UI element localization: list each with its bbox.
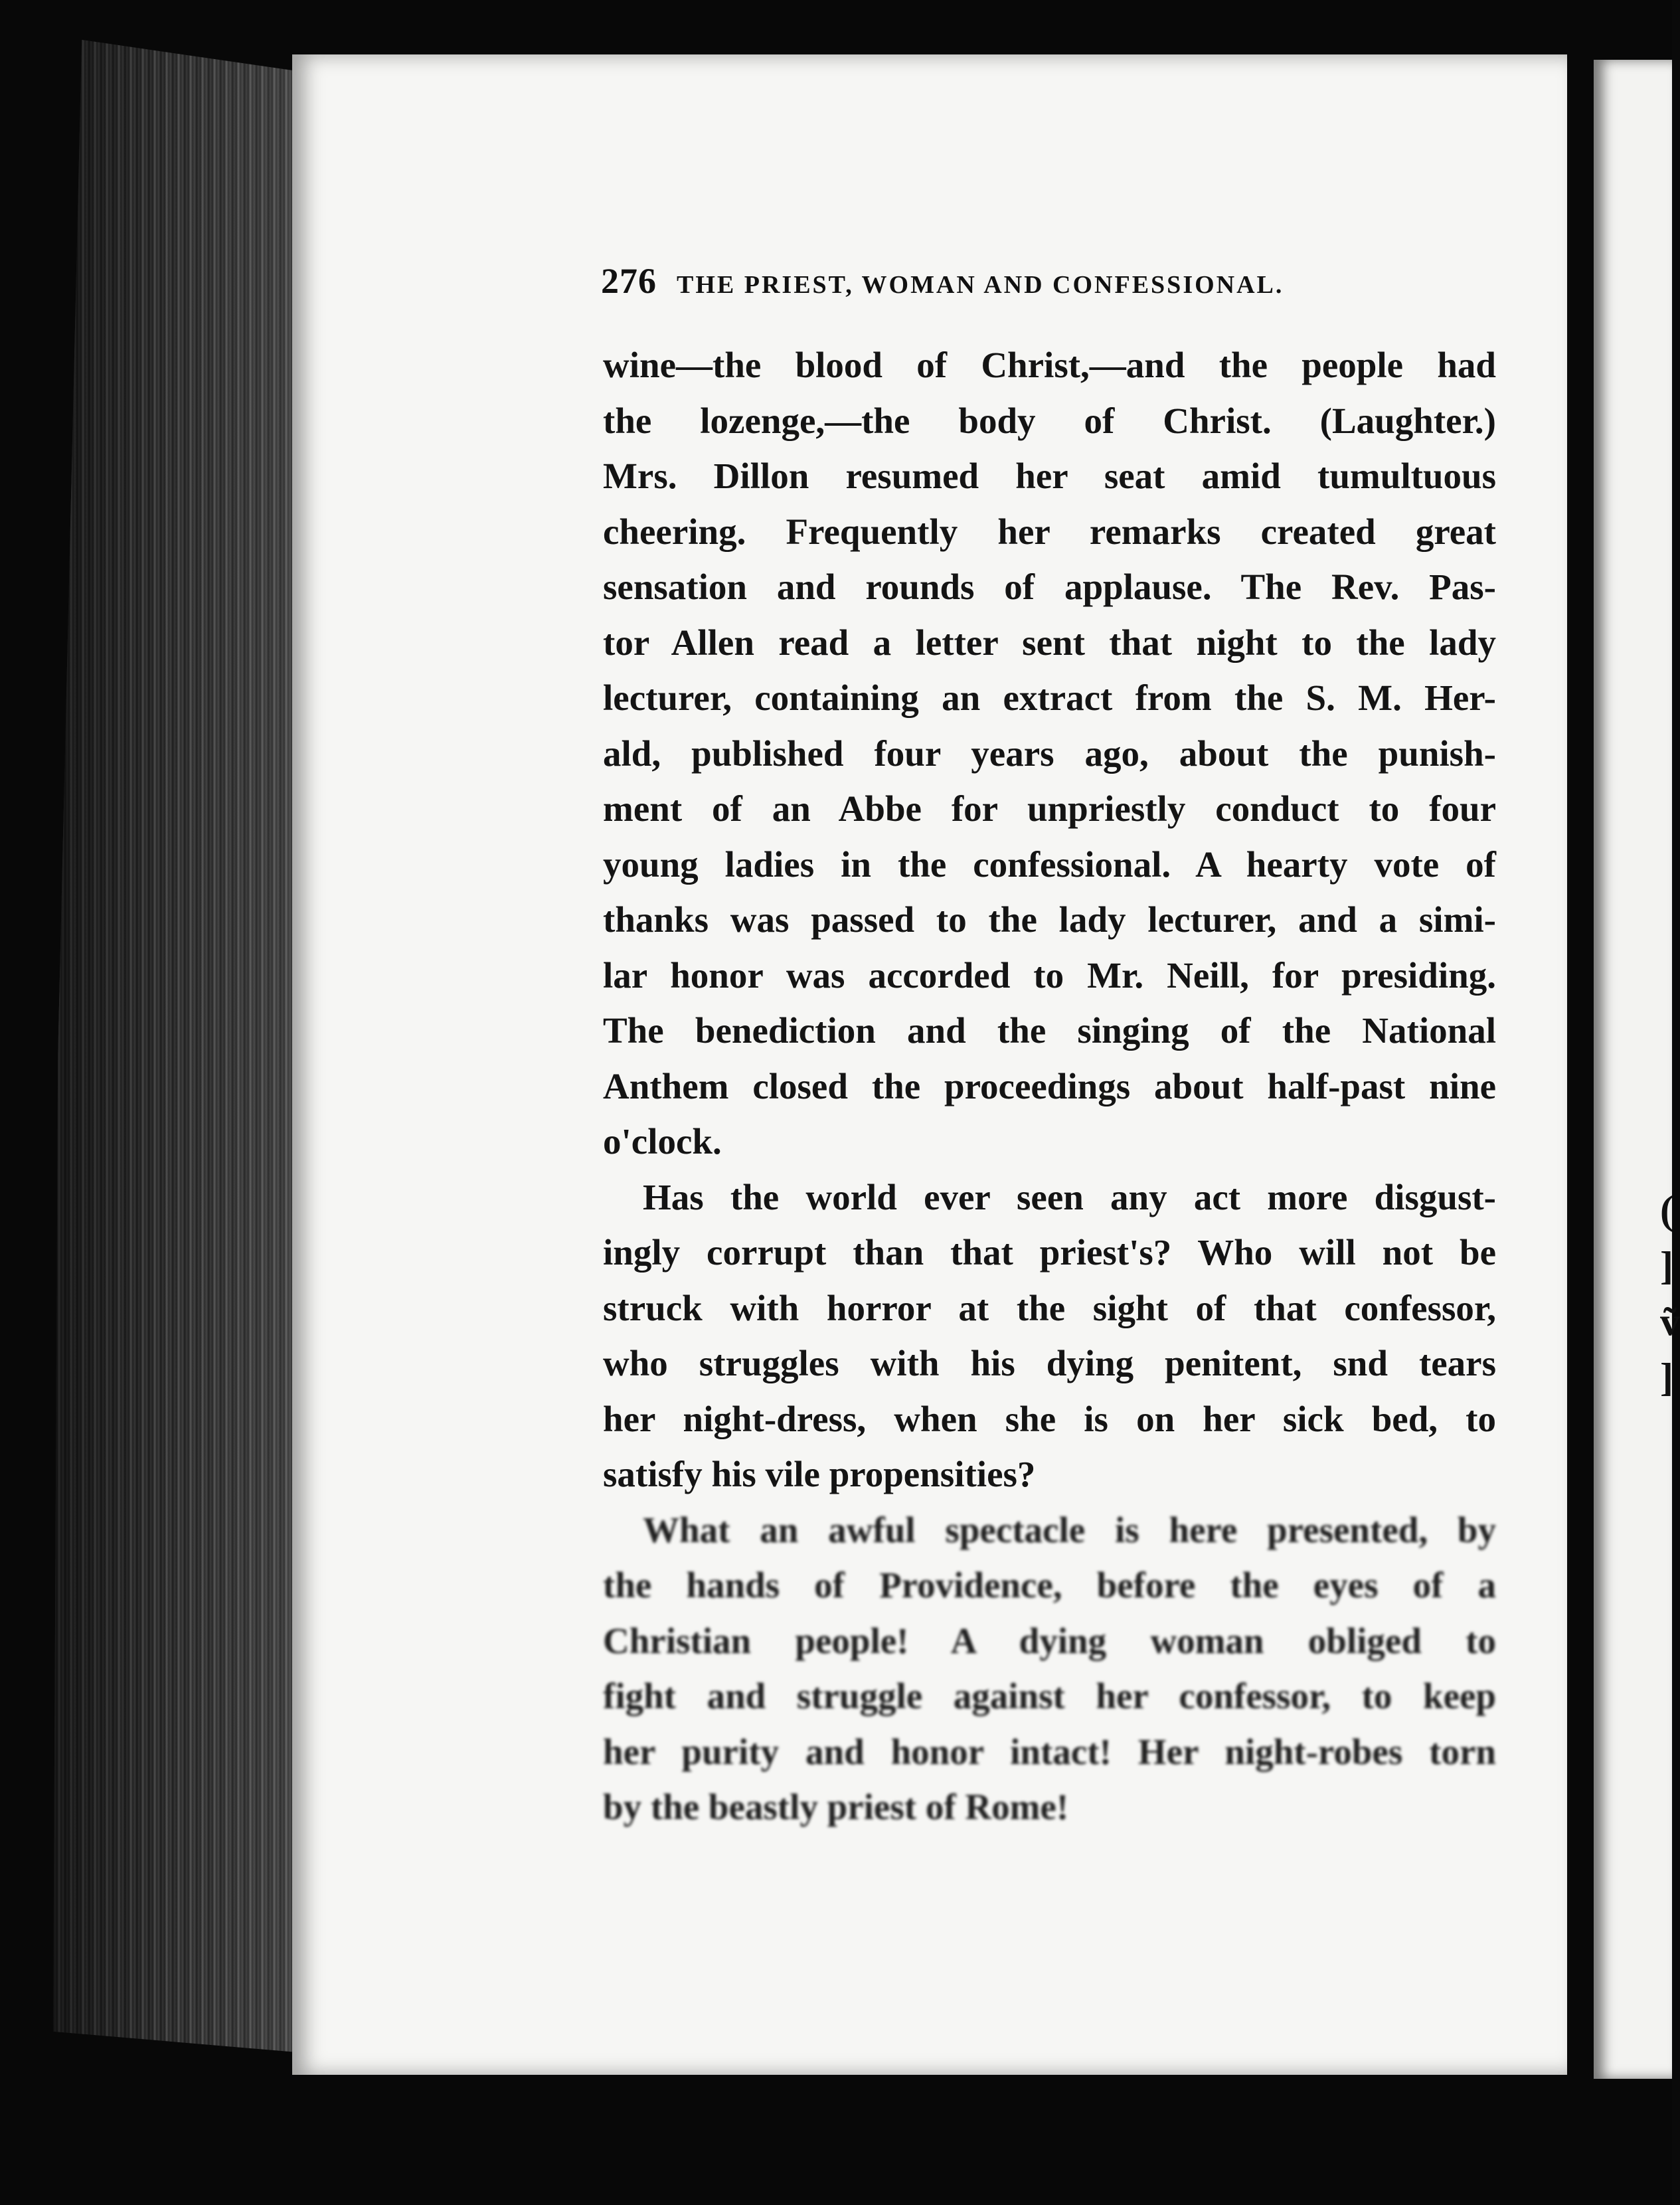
text-line: fight and struggle against her confessor, to keep	[603, 1676, 1496, 1716]
text-line: Christian people! A dying woman obliged to	[603, 1620, 1496, 1661]
facing-page-strip	[1594, 60, 1672, 2079]
text-line: the hands of Providence, before the eyes of a	[603, 1565, 1496, 1605]
text-line: Anthem closed the proceedings about half-past nine	[603, 1065, 1496, 1106]
text-line: by the beastly priest of Rome!	[603, 1787, 1069, 1827]
text-line: lar honor was accorded to Mr. Neill, for presiding.	[603, 954, 1496, 996]
text-line: young ladies in the confessional. A hearty vote of	[603, 843, 1496, 885]
text-line: who struggles with his dying penitent, snd tears	[603, 1343, 1496, 1383]
text-line: Mrs. Dillon resumed her seat amid tumultuous	[603, 456, 1496, 496]
text-line: cheering. Frequently her remarks created great	[603, 511, 1496, 552]
running-title: THE PRIEST, WOMAN AND CONFESSIONAL.	[677, 271, 1284, 299]
body-text	[603, 337, 1496, 1835]
text-line: her night-dress, when she is on her sick bed, to	[603, 1398, 1496, 1439]
text-line: the lozenge,—the body of Christ. (Laughter.)	[603, 400, 1496, 441]
text-line: Has the world ever seen any act more disgust-	[643, 1176, 1496, 1217]
text-line: struck with horror at the sight of that confessor,	[603, 1287, 1496, 1328]
text-line: ment of an Abbe for unpriestly conduct to four	[603, 788, 1496, 829]
text-line: wine—the blood of Christ,—and the people had	[603, 345, 1496, 385]
text-line: What an awful spectacle is here presented, by	[643, 1509, 1496, 1550]
facing-page-char: ]	[1660, 1356, 1673, 1399]
facing-page-char: (	[1660, 1188, 1673, 1232]
text-line: thanks was passed to the lady lecturer, and a simi-	[603, 899, 1496, 940]
page-number: 276	[601, 261, 657, 301]
text-line: ingly corrupt than that priest's? Who will not be	[603, 1232, 1496, 1273]
text-line: her purity and honor intact! Her night-robes torn	[603, 1731, 1496, 1772]
running-head	[601, 260, 1458, 302]
text-line: The benediction and the singing of the National	[603, 1010, 1496, 1051]
text-line: tor Allen read a letter sent that night to the lady	[603, 622, 1496, 663]
text-line: ald, published four years ago, about the punish-	[603, 733, 1496, 774]
facing-page-char: ]	[1660, 1244, 1673, 1288]
paragraph	[603, 337, 1496, 1170]
text-line: lecturer, containing an extract from the S. M. Her-	[603, 677, 1496, 718]
facing-page-fragment	[1660, 1182, 1680, 1405]
text-line: o'clock.	[603, 1121, 722, 1162]
facing-page-char: ṽ	[1660, 1300, 1680, 1344]
text-line: sensation and rounds of applause. The Rev. Pas-	[603, 567, 1496, 607]
book-page-edges-shadow	[53, 40, 292, 2072]
paragraph	[603, 1502, 1496, 1835]
text-line: satisfy his vile propensities?	[603, 1454, 1036, 1494]
paragraph	[603, 1170, 1496, 1502]
